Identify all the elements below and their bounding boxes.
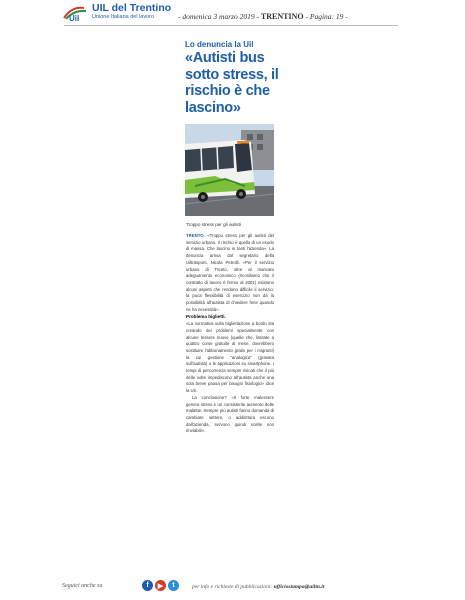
page-header: [0, 0, 465, 26]
section-name: TRENTINO: [260, 12, 304, 21]
page-number: 19: [335, 12, 344, 21]
org-name: UIL del Trentino: [92, 2, 172, 14]
paragraph-2: «La normativa sulla bigliettazione a bordo sta creando dei problemi specialmente con alcune tessere nuove (quelle che, limitate a quattro corse gratuite al mese, dovrebbero sostituire l'abbonamento gratis per i migranti) la cui gestione "analogica" (gravata sull'autista) o le applicazioni su smartphone. I tempi di percorrenza sempre risicati che il più delle volte impediscono all'autista anche una sola breve pausa per bisogni fisiologici» dice la Uil.: [186, 321, 274, 394]
photo-caption: Troppo stress per gli autisti: [186, 222, 241, 227]
page-label: Pagina:: [309, 12, 335, 21]
paragraph-1: [186, 233, 274, 313]
header-meta: - domenica 3 marzo 2019 - TRENTINO - Pagina: 19 -: [178, 12, 348, 21]
paragraph-1-text: «Troppo stress per gli autisti del servizio urbano. Il rischio è quello di un esodo di massa. Che lascino in tanti l'azienda». La denuncia arriva dal segretario della Uiltrasporti, Nicola Petrolli. «Per il servizio urbano di Trento, oltre al mancato adeguamento economico (ricordiamo che il contratto di lavoro è fermo al 2001) esistono alcuni aspetti che rendono difficile il servizio: la poca flessibilità di esercizio non dà la possibilità all'autista di chiedere ferie quando ne ha necessità».: [186, 233, 274, 312]
logo-text: Uil: [69, 14, 80, 22]
footer-info: [192, 584, 324, 590]
uil-logo-icon: [62, 4, 92, 22]
article-body: [186, 233, 274, 435]
article-headline: «Autisti bus sotto stress, il rischio è che lascino»: [185, 50, 279, 116]
info-prefix: per info e richieste di pubblicazioni:: [192, 584, 273, 590]
subheading: Problema biglietti.: [186, 313, 226, 319]
twitter-icon[interactable]: t: [168, 580, 179, 591]
article-kicker: Lo denuncia la Uil: [185, 40, 254, 49]
org-block: [92, 3, 171, 21]
bus-photo: [185, 124, 274, 216]
youtube-icon[interactable]: ▶: [155, 580, 166, 591]
follow-label: Seguici anche su: [62, 583, 103, 589]
social-links: [142, 580, 179, 591]
paragraph-3: La conclusione? «Il forte malessere genera stress e un consistente aumento delle malattie. Sempre più autisti fanno domanda di cambiare settore, o addirittura escono dall'azienda, servono quindi scelte non rinviabili».: [186, 394, 274, 434]
facebook-icon[interactable]: f: [142, 580, 153, 591]
press-email-link[interactable]: ufficiostampa@uiltn.it: [273, 584, 325, 590]
issue-date: domenica 3 marzo 2019: [182, 12, 255, 21]
dateline: TRENTO.: [186, 233, 205, 238]
header-divider: [64, 25, 398, 26]
org-subtitle: Unione Italiana del lavoro: [92, 14, 155, 20]
